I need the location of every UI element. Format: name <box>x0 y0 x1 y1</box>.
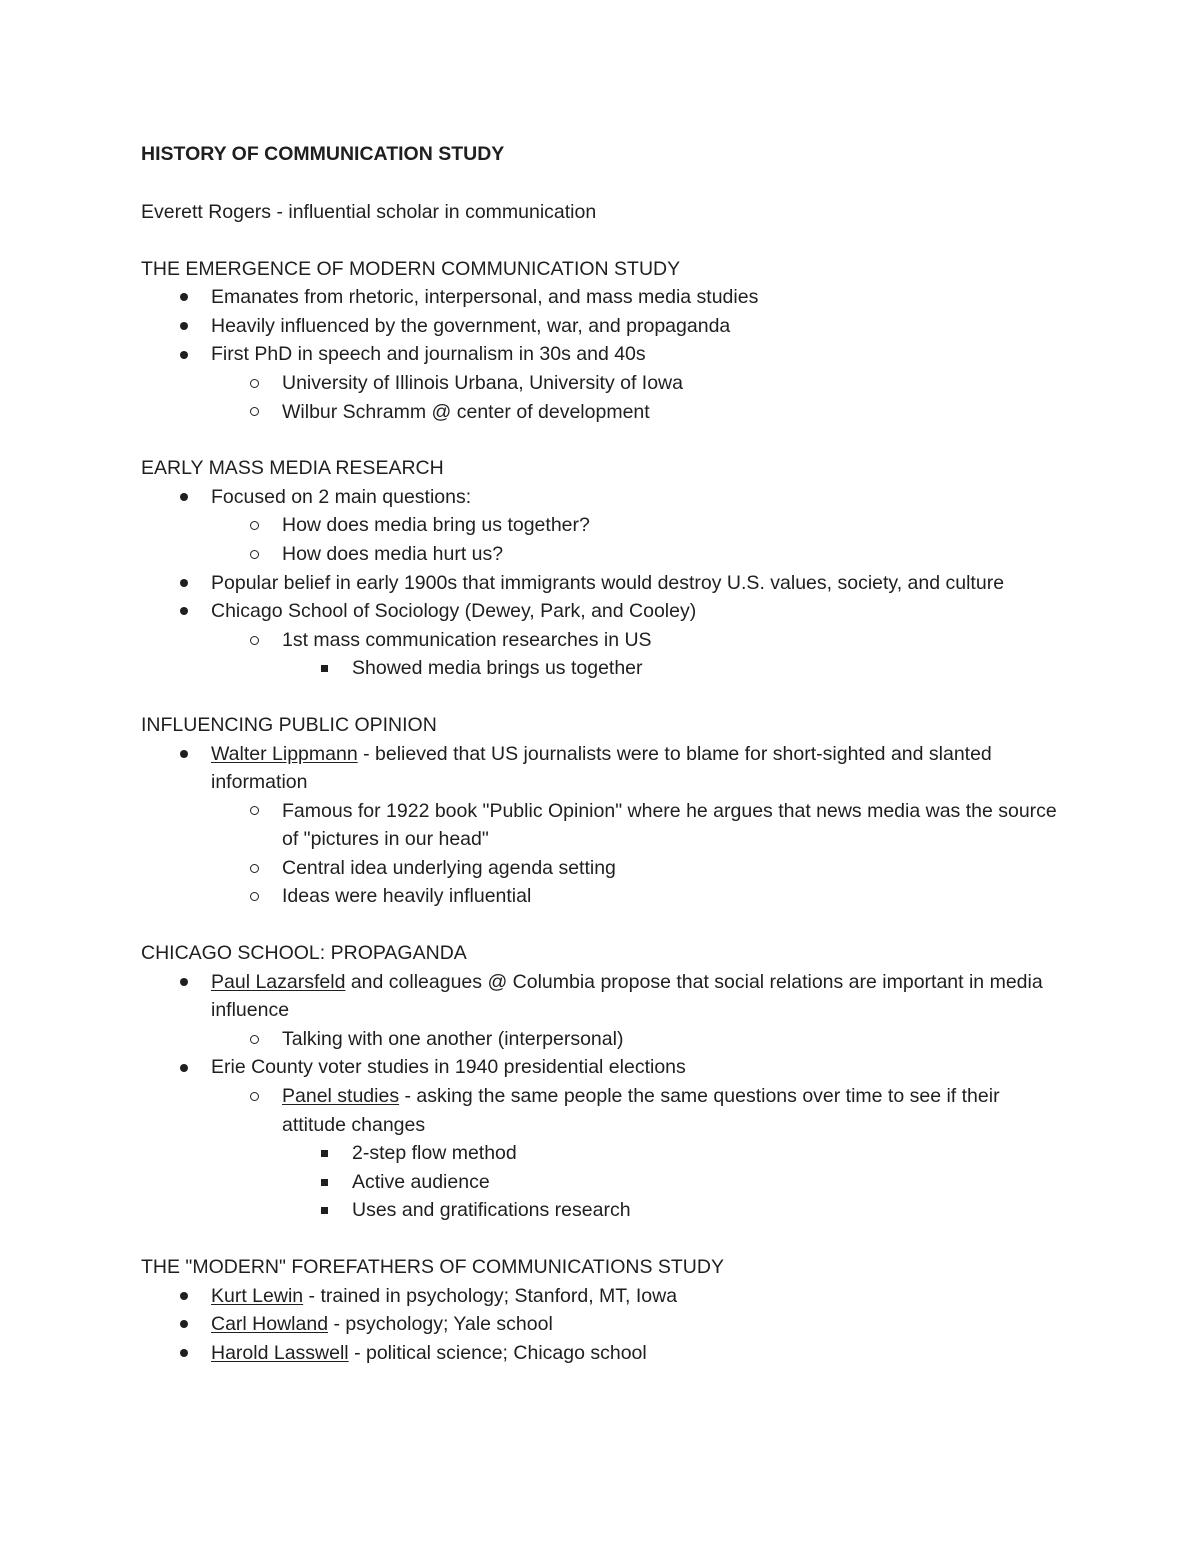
filled-circle-bullet-icon <box>177 340 191 369</box>
list-item <box>141 283 1061 312</box>
hollow-circle-bullet-icon <box>247 369 261 398</box>
list-item-text: Ideas were heavily influential <box>282 885 532 908</box>
filled-circle-bullet-icon <box>177 597 191 626</box>
list-item <box>141 854 1061 883</box>
hollow-circle-bullet-icon <box>247 797 261 826</box>
list-item-text: Chicago School of Sociology (Dewey, Park, and Cooley) <box>211 600 697 623</box>
list-item-text: - political science; Chicago school <box>348 1341 647 1364</box>
section <box>141 939 1061 1225</box>
square-bullet-icon <box>317 1139 331 1168</box>
list-item-text: - believed that US journalists were to blame for short-sighted and slanted information <box>211 742 992 794</box>
list-item-text: Popular belief in early 1900s that immigrants would destroy U.S. values, society, and culture <box>211 571 1005 594</box>
underlined-name: Panel studies <box>282 1085 400 1108</box>
list-item <box>141 1139 1061 1168</box>
list-item <box>141 882 1061 911</box>
list-item <box>141 1168 1061 1197</box>
underlined-name: Walter Lippmann <box>211 742 358 765</box>
underlined-name: Harold Lasswell <box>211 1341 349 1364</box>
list-item <box>141 1196 1061 1225</box>
hollow-circle-bullet-icon <box>247 511 261 540</box>
list-item-text: - psychology; Yale school <box>328 1313 553 1336</box>
underlined-name: Paul Lazarsfeld <box>211 970 346 993</box>
section-heading: THE "MODERN" FOREFATHERS OF COMMUNICATIONS STUDY <box>141 1256 724 1278</box>
filled-circle-bullet-icon <box>177 1282 191 1311</box>
bullet-list <box>141 968 1061 1225</box>
section <box>141 255 1061 427</box>
underlined-name: Kurt Lewin <box>211 1284 304 1307</box>
list-item <box>141 1282 1061 1311</box>
list-item-text: Showed media brings us together <box>352 657 643 680</box>
hollow-circle-bullet-icon <box>247 854 261 883</box>
hollow-circle-bullet-icon <box>247 398 261 427</box>
list-item <box>141 1339 1061 1368</box>
hollow-circle-bullet-icon <box>247 540 261 569</box>
section-heading: CHICAGO SCHOOL: PROPAGANDA <box>141 942 467 965</box>
list-item-text: Heavily influenced by the government, war, and propaganda <box>211 314 731 337</box>
list-item-text: Active audience <box>352 1170 490 1193</box>
section <box>141 711 1061 911</box>
list-item <box>141 1082 1061 1139</box>
filled-circle-bullet-icon <box>177 1053 191 1082</box>
list-item <box>141 797 1061 854</box>
list-item-text: How does media hurt us? <box>282 542 504 565</box>
filled-circle-bullet-icon <box>177 312 191 341</box>
list-item <box>141 340 1061 369</box>
square-bullet-icon <box>317 654 331 683</box>
filled-circle-bullet-icon <box>177 1339 191 1368</box>
list-item-text: 2-step flow method <box>352 1142 517 1165</box>
list-item <box>141 740 1061 797</box>
document-title: HISTORY OF COMMUNICATION STUDY <box>141 143 505 165</box>
list-item <box>141 369 1061 398</box>
list-item-text: Uses and gratifications research <box>352 1199 631 1222</box>
hollow-circle-bullet-icon <box>247 882 261 911</box>
list-item <box>141 483 1061 512</box>
section-heading: INFLUENCING PUBLIC OPINION <box>141 713 437 736</box>
underlined-name: Carl Howland <box>211 1313 329 1336</box>
list-item <box>141 968 1061 1025</box>
filled-circle-bullet-icon <box>177 483 191 512</box>
list-item-text: First PhD in speech and journalism in 30s and 40s <box>211 343 646 366</box>
filled-circle-bullet-icon <box>177 740 191 769</box>
list-item-text: Talking with one another (interpersonal) <box>282 1027 624 1050</box>
list-item <box>141 1310 1061 1339</box>
list-item-text: How does media bring us together? <box>282 514 590 537</box>
list-item-text: Famous for 1922 book "Public Opinion" where he argues that news media was the source of "pictures in our head" <box>282 799 1057 851</box>
list-item <box>141 398 1061 427</box>
list-item <box>141 654 1061 683</box>
list-item-text: - trained in psychology; Stanford, MT, Iowa <box>303 1284 678 1307</box>
filled-circle-bullet-icon <box>177 283 191 312</box>
list-item-text: and colleagues @ Columbia propose that social relations are important in media influence <box>211 970 1043 1022</box>
square-bullet-icon <box>317 1196 331 1225</box>
list-item <box>141 1025 1061 1054</box>
list-item <box>141 569 1061 598</box>
list-item-text: - asking the same people the same questions over time to see if their attitude changes <box>282 1085 1000 1136</box>
section <box>141 454 1061 683</box>
list-item <box>141 511 1061 540</box>
bullet-list <box>141 483 1061 683</box>
hollow-circle-bullet-icon <box>247 1025 261 1054</box>
list-item-text: Emanates from rhetoric, interpersonal, and mass media studies <box>211 286 759 309</box>
bullet-list <box>141 283 1061 426</box>
bullet-list <box>141 1282 1061 1368</box>
section-heading: THE EMERGENCE OF MODERN COMMUNICATION STUDY <box>141 257 681 280</box>
section <box>141 1253 1061 1367</box>
list-item <box>141 597 1061 626</box>
document-page <box>141 140 1061 1367</box>
filled-circle-bullet-icon <box>177 1310 191 1339</box>
list-item <box>141 626 1061 655</box>
filled-circle-bullet-icon <box>177 569 191 598</box>
intro-line: Everett Rogers - influential scholar in communication <box>141 201 597 223</box>
list-item <box>141 540 1061 569</box>
hollow-circle-bullet-icon <box>247 626 261 655</box>
list-item-text: 1st mass communication researches in US <box>282 628 652 651</box>
filled-circle-bullet-icon <box>177 968 191 997</box>
sections-container <box>141 255 1061 1368</box>
square-bullet-icon <box>317 1168 331 1197</box>
list-item-text: Central idea underlying agenda setting <box>282 856 616 879</box>
list-item-text: Erie County voter studies in 1940 presidential elections <box>211 1056 686 1079</box>
hollow-circle-bullet-icon <box>247 1082 261 1111</box>
list-item-text: Focused on 2 main questions: <box>211 485 472 508</box>
bullet-list <box>141 740 1061 912</box>
list-item-text: Wilbur Schramm @ center of development <box>282 400 650 423</box>
list-item-text: University of Illinois Urbana, University of Iowa <box>282 371 683 394</box>
list-item <box>141 1053 1061 1082</box>
section-heading: EARLY MASS MEDIA RESEARCH <box>141 457 444 480</box>
list-item <box>141 312 1061 341</box>
